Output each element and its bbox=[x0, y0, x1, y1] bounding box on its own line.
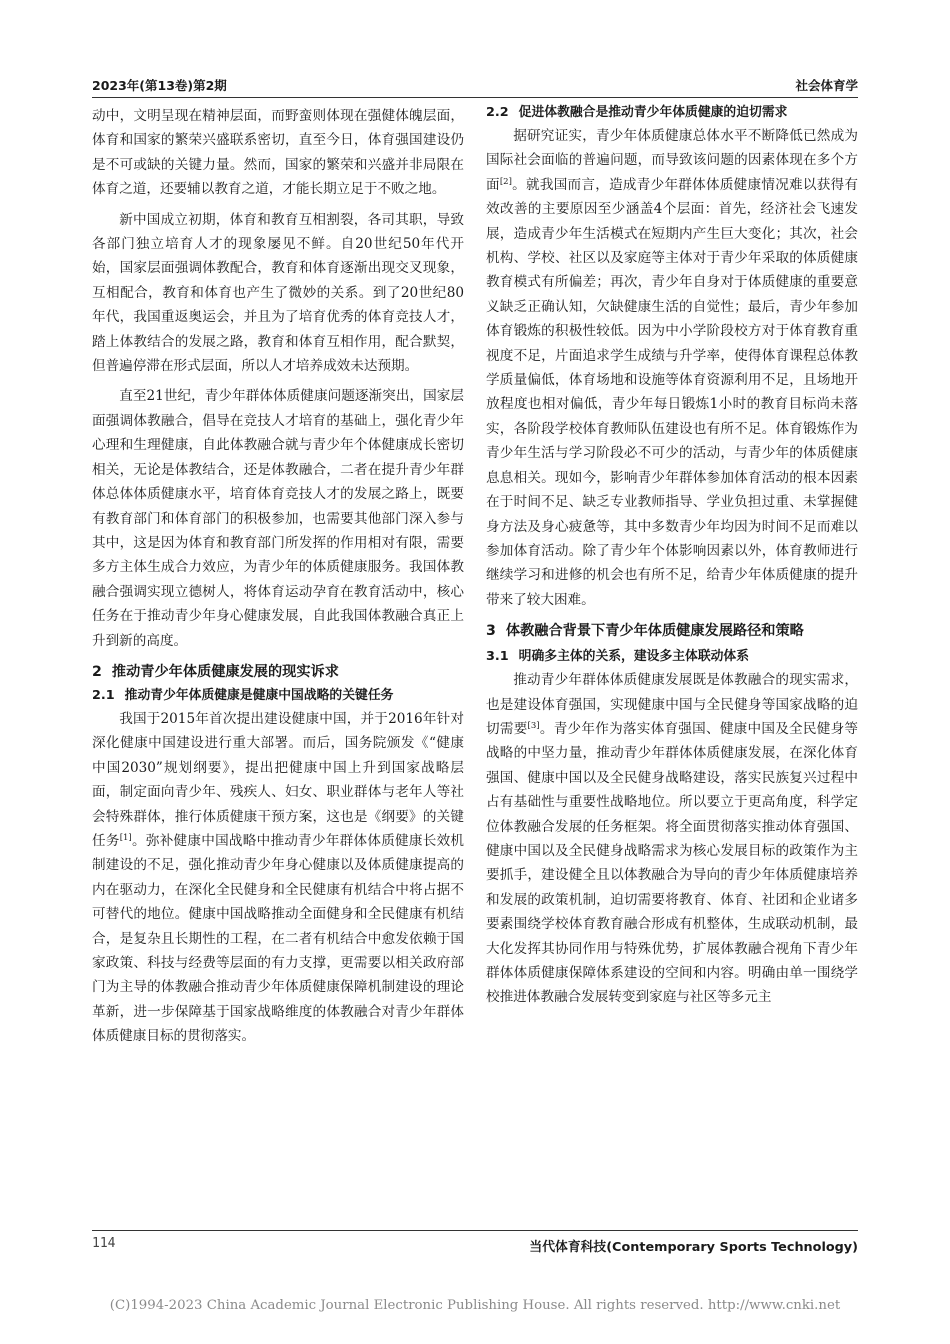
left-column bbox=[92, 104, 464, 1049]
subsection-heading-2-2 bbox=[486, 102, 858, 124]
paragraph bbox=[486, 668, 858, 1010]
right-column bbox=[486, 104, 858, 1010]
issue-label: 2023年(第13卷)第2期 bbox=[92, 78, 227, 93]
subsection-number: 3.1 bbox=[486, 649, 509, 665]
paragraph-text: 我国于2015年首次提出建设健康中国，并于2016年针对深化健康中国建设进行重大部署。而后，国务院颁发《“健康中国2030”规划纲要》，提出把健康中国上升到国家战略层面，制定面向青少年、残疾人、妇女、职业群体与老年人等社会特殊群体，推行体质健康干预方案，这也是《纲要》的关键任务 bbox=[92, 710, 464, 849]
citation-ref[interactable]: [3] bbox=[527, 720, 540, 731]
footer-journal-name: 当代体育科技(Contemporary Sports Technology) bbox=[529, 1240, 858, 1255]
subsection-number: 2.2 bbox=[486, 105, 509, 120]
subsection-title: 明确多主体的关系，建设多主体联动体系 bbox=[518, 649, 750, 665]
section-title: 推动青少年体质健康发展的现实诉求 bbox=[111, 663, 339, 680]
paragraph bbox=[92, 707, 464, 1049]
citation-ref[interactable]: [1] bbox=[119, 832, 132, 843]
subsection-title: 推动青少年体质健康是健康中国战略的关键任务 bbox=[124, 687, 394, 703]
footer-divider bbox=[92, 1230, 858, 1231]
section-number: 2 bbox=[92, 663, 102, 680]
paragraph bbox=[486, 124, 858, 612]
section-heading-3 bbox=[486, 618, 858, 644]
paragraph-text: 。弥补健康中国战略中推动青少年群体体质健康长效机制建设的不足，强化推动青少年身心健康以及体质健康提高的内在驱动力，在深化全民健身和全民健康有机结合中将占据不可替代的地位。健康中国战略推动全面健身和全民健康有机结合，是复杂且长期性的工程，在二者有机结合中愈发依赖于国家政策、科技与经费等层面的有力支撑，更需要以相关政府部门为主导的体教融合推动青少年体质健康保障机制建设的理论革新，进一步保障基于国家战略维度的体教融合对青少年群体体质健康目标的贯彻落实。 bbox=[92, 832, 465, 1045]
citation-ref[interactable]: [2] bbox=[499, 176, 512, 187]
paragraph-text: 据研究证实，青少年体质健康总体水平不断降低已然成为国际社会面临的普遍问题，而导致该问题的因素体现在多个方面 bbox=[486, 128, 858, 193]
paragraph-text: 。就我国而言，造成青少年群体体质健康情况难以获得有效改善的主要原因至少涵盖4个层面：首先，经济社会飞速发展，造成青少年生活模式在短期内产生巨大变化；其次，社会机构、学校、社区以及家庭等主体对于青少年采取的体质健康教育模式有所偏差；再次，青少年自身对于体质健康的重要意义缺乏正确认知，欠缺健康生活的自觉性；最后，青少年参加体育锻炼的积极性较低。因为中小学阶段校方对于体育教育重视度不足，片面追求学生成绩与升学率，使得体育课程总体教学质量偏低，体育场地和设施等体育资源利用不足，且场地开放程度也相对偏低，青少年每日锻炼1小时的教育目标尚未落实，各阶段学校体育教师队伍建设也有所不足。体育锻炼作为青少年生活与学习阶段必不可少的活动，与青少年的体质健康息息相关。现如今，影响青少年群体参加体育活动的根本因素在于时间不足、缺乏专业教师指导、学业负担过重、未掌握健身方法及身心疲惫等，其中多数青少年均因为时间不足而难以参加体育活动。除了青少年个体影响因素以外，体育教师进行继续学习和进修的机会也有所不足，给青少年体质健康的提升带来了较大困难。 bbox=[486, 176, 859, 608]
subsection-title: 促进体教融合是推动青少年体质健康的迫切需求 bbox=[518, 105, 788, 120]
subsection-heading-3-1 bbox=[486, 646, 858, 668]
paragraph-text: 推动青少年群体体质健康发展既是体教融合的现实需求，也是建设体育强国，实现健康中国与全民健身等国家战略的迫切需要 bbox=[486, 672, 858, 737]
running-header bbox=[92, 76, 858, 94]
section-title: 体教融合背景下青少年体质健康发展路径和策略 bbox=[505, 623, 804, 640]
subsection-number: 2.1 bbox=[92, 687, 115, 703]
copyright-notice: (C)1994-2023 China Academic Journal Electronic Publishing House. All rights reserved. http://www.cnki.net bbox=[109, 1298, 841, 1313]
header-divider bbox=[92, 97, 858, 98]
page-number: 114 bbox=[92, 1236, 116, 1251]
section-label: 社会体育学 bbox=[795, 78, 858, 93]
paragraph: 动中，文明呈现在精神层面，而野蛮则体现在强健体魄层面，体育和国家的繁荣兴盛联系密切，直至今日，体育强国建设仍是不可或缺的关键力量。然而，国家的繁荣和兴盛并非局限在体育之道，还要辅以教育之道，才能长期立足于不败之地。 bbox=[92, 108, 464, 198]
section-number: 3 bbox=[486, 623, 496, 640]
section-heading-2 bbox=[92, 659, 464, 685]
paragraph: 直至21世纪，青少年群体体质健康问题逐渐突出，国家层面强调体教融合，倡导在竞技人才培育的基础上，强化青少年心理和生理健康，自此体教融合就与青少年个体健康成长密切相关，无论是体教结合，还是体教融合，二者在提升青少年群体总体体质健康水平，培育体育竞技人才的发展之路上，既要有教育部门和体育部门的积极参加，也需要其他部门深入参与其中，这是因为体育和教育部门所发挥的作用相对有限，需要多方主体生成合力效应，为青少年的体质健康服务。我国体教融合强调实现立德树人，将体育运动孕育在教育活动中，核心任务在于推动青少年身心健康发展，自此我国体教融合真正上升到新的高度。 bbox=[92, 388, 464, 649]
subsection-heading-2-1 bbox=[92, 685, 464, 707]
paragraph: 新中国成立初期，体育和教育互相割裂，各司其职，导致各部门独立培育人才的现象屡见不鲜。自20世纪50年代开始，国家层面强调体教配合，教育和体育逐渐出现交叉现象，互相配合，教育和体育也产生了微妙的关系。到了20世纪80年代，我国重返奥运会，并且为了培育优秀的体育竞技人才，踏上体教结合的发展之路，教育和体育互相作用，配合默契，但普遍停滞在形式层面，所以人才培养成效未达预期。 bbox=[92, 211, 464, 375]
paragraph-text: 。青少年作为落实体育强国、健康中国及全民健身等战略的中坚力量，推动青少年群体体质健康发展，在深化体育强国、健康中国以及全民健身战略建设，落实民族复兴过程中占有基础性与重要性战略地位。所以要立于更高角度，科学定位体教融合发展的任务框架。将全面贯彻落实推动体育强国、健康中国以及全民健身战略需求为核心发展目标的政策作为主要抓手，建设健全且以体教融合为导向的青少年体质健康培养和发展的政策机制，迫切需要将教育、体育、社团和企业诸多要素围绕学校体育教育融合形成有机整体，生成联动机制，最大化发挥其协同作用与特殊优势，扩展体教融合视角下青少年群体体质健康保障体系建设的空间和内容。明确由单一围绕学校推进体教融合发展转变到家庭与社区等多元主 bbox=[486, 720, 859, 1006]
